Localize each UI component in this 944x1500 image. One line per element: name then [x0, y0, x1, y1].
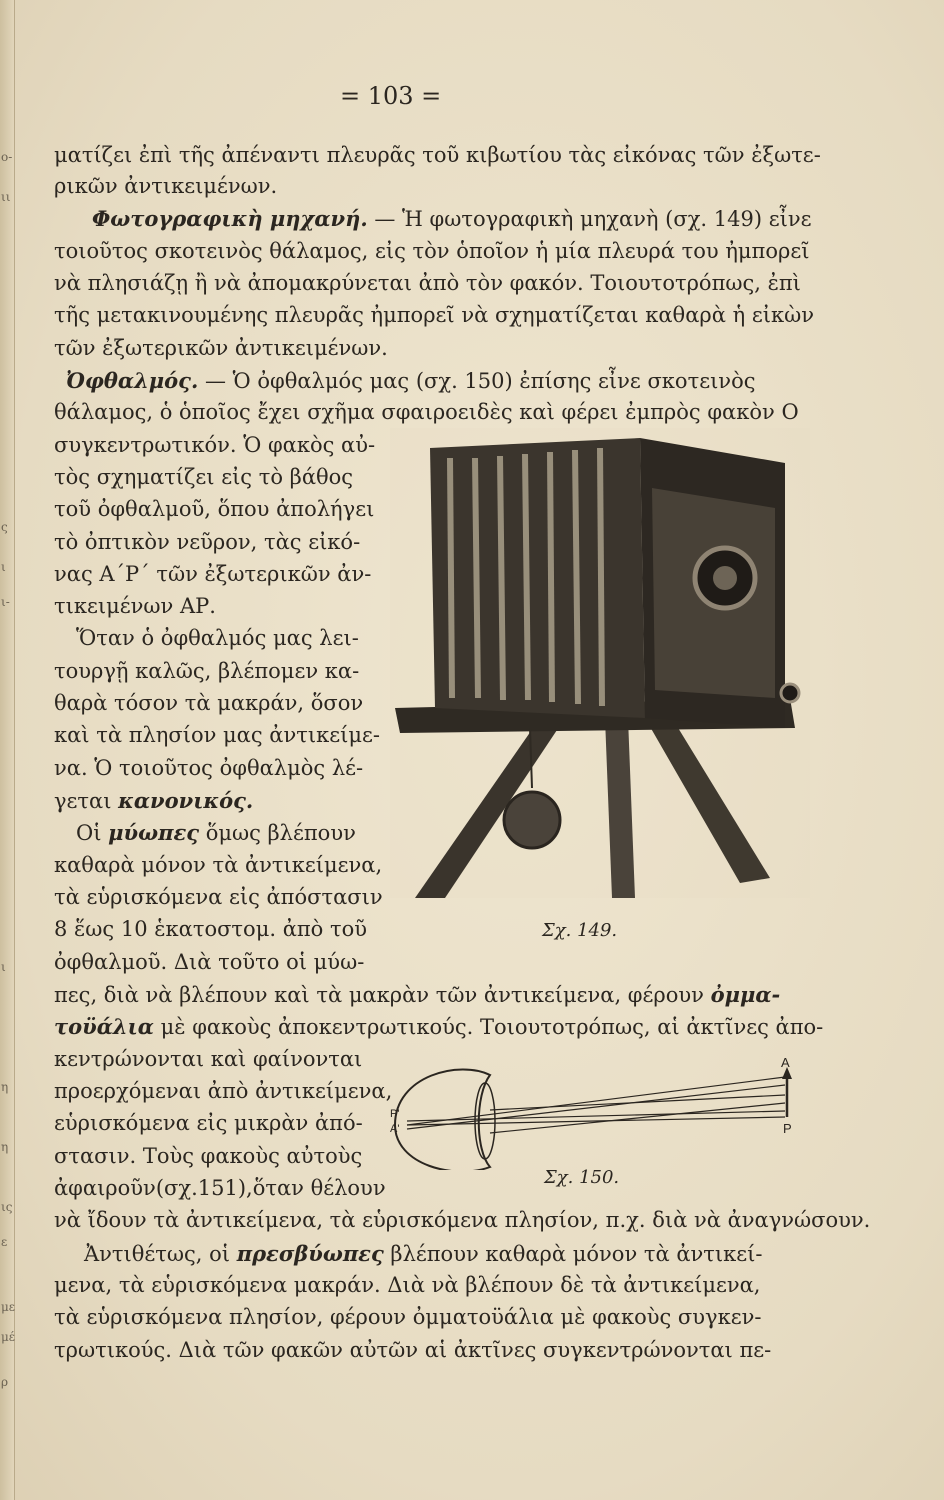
text-line: νας Α΄Ρ΄ τῶν ἐξωτερικῶν ἀν- — [54, 562, 372, 586]
text-line: θαρὰ τόσον τὰ μακράν, ὅσον — [54, 691, 364, 715]
paragraph-last-line — [54, 785, 253, 817]
paragraph-first-line — [76, 817, 356, 849]
term-kanonikos: κανονικός. — [118, 788, 254, 813]
margin-mark: ι- — [1, 595, 10, 609]
text-line: ρικῶν ἀντικειμένων. — [54, 174, 278, 198]
margin-mark: ς — [1, 520, 8, 534]
paragraph-first-line — [84, 1238, 763, 1270]
paragraph-first-line — [66, 365, 755, 397]
text-line: τὰ εὑρισκόμενα πλησίον, φέρουν ὀμματοϋάλια μὲ φακοὺς συγκεν- — [54, 1305, 762, 1329]
margin-mark: η — [1, 1080, 9, 1094]
margin-mark: ις — [1, 1200, 13, 1214]
text-line: θάλαμος, ὁ ὁποῖος ἔχει σχῆμα σφαιροειδὲς καὶ φέρει ἐμπρὸς φακὸν Ο — [54, 400, 799, 424]
page-binding-edge — [0, 0, 15, 1500]
text-line: να. Ὁ τοιοῦτος ὀφθαλμὸς λέ- — [54, 756, 364, 780]
text-line: Ὅταν ὁ ὀφθαλμός μας λει- — [76, 626, 359, 650]
margin-mark: η — [1, 1140, 9, 1154]
text-run: — Ὁ ὀφθαλμός μας (σχ. 150) ἐπίσης εἶνε σκοτεινὸς — [198, 369, 756, 393]
figure-150-caption: Σχ. 150. — [544, 1167, 620, 1188]
text-line: ματίζει ἐπὶ τῆς ἀπέναντι πλευρᾶς τοῦ κιβωτίου τὰς εἰκόνας τῶν ἐξωτε- — [54, 143, 821, 167]
term-ommatoyalia: ὀμμα- — [710, 982, 781, 1007]
text-line: καθαρὰ μόνον τὰ ἀντικείμενα, — [54, 853, 383, 877]
text-run: — Ἡ φωτογραφικὴ μηχανὴ (σχ. 149) εἶνε — [367, 207, 812, 231]
margin-mark: με — [1, 1300, 16, 1314]
text-line: προερχόμεναι ἀπὸ ἀντικείμενα, — [54, 1079, 393, 1103]
figure-149-camera-illustration — [390, 428, 810, 898]
page-number: = 103 = — [340, 82, 442, 110]
text-line: ὀφθαλμοῦ. Διὰ τοῦτο οἱ μύω- — [54, 950, 365, 974]
section-heading-camera: Φωτογραφικὴ μηχανή. — [92, 206, 368, 231]
term-presbyopes: πρεσβύωπες — [236, 1241, 384, 1266]
light-rays — [407, 1077, 785, 1133]
text-run: γεται — [54, 789, 119, 813]
text-line — [54, 979, 780, 1011]
text-line: ἀφαιροῦν(σχ.151),ὅταν θέλουν — [54, 1176, 386, 1200]
margin-mark: ι — [1, 560, 6, 574]
text-run: μὲ φακοὺς ἀποκεντρωτικούς. Τοιουτοτρόπως, αἱ ἀκτῖνες ἀπο- — [153, 1015, 824, 1039]
text-run: Ἀντιθέτως, οἱ — [84, 1242, 237, 1266]
margin-mark: μέ — [1, 1330, 16, 1344]
figure-150-eye-diagram — [385, 1055, 810, 1170]
text-line: τοῦ ὀφθαλμοῦ, ὅπου ἀπολήγει — [54, 497, 375, 521]
text-run: πες, διὰ νὰ βλέπουν καὶ τὰ μακρὰν τῶν ἀντικείμενα, φέρουν — [54, 983, 711, 1007]
text-run: βλέπουν καθαρὰ μόνον τὰ ἀντικεί- — [383, 1242, 763, 1266]
text-line: τὸ ὀπτικὸν νεῦρον, τὰς εἰκό- — [54, 530, 361, 554]
label-a-prime: A' — [390, 1123, 400, 1135]
margin-mark: ι — [1, 960, 6, 974]
margin-mark: ε — [1, 1235, 8, 1249]
camera-lens-glass — [713, 566, 737, 590]
plumb-weight — [504, 792, 560, 848]
margin-mark: ιι — [1, 190, 11, 204]
text-line: τουργῇ καλῶς, βλέπομεν κα- — [54, 659, 360, 683]
paragraph-first-line — [92, 203, 811, 235]
text-line: τῶν ἐξωτερικῶν ἀντικειμένων. — [54, 336, 388, 360]
text-line: 8 ἕως 10 ἑκατοστομ. ἀπὸ τοῦ — [54, 917, 368, 941]
label-p: P — [783, 1121, 792, 1136]
label-p-prime: P' — [390, 1108, 400, 1120]
section-heading-eye: Ὀφθαλμός. — [66, 368, 199, 393]
camera-knob — [781, 684, 799, 702]
term-ommatoyalia-cont: τοϋάλια — [54, 1014, 154, 1039]
text-run: Οἱ — [76, 821, 109, 845]
term-myopes: μύωπες — [108, 820, 200, 845]
text-line: τῆς μετακινουμένης πλευρᾶς ἠμπορεῖ νὰ σχηματίζεται καθαρὰ ἡ εἰκὼν — [54, 303, 814, 327]
text-line: τοιοῦτος σκοτεινὸς θάλαμος, εἰς τὸν ὁποῖον ἡ μία πλευρά του ἠμπορεῖ — [54, 239, 810, 263]
text-line: τικειμένων ΑΡ. — [54, 594, 216, 618]
text-line — [54, 1011, 823, 1043]
text-line: κεντρώνονται καὶ φαίνονται — [54, 1047, 363, 1071]
text-line: μενα, τὰ εὑρισκόμενα μακράν. Διὰ νὰ βλέπουν δὲ τὰ ἀντικείμενα, — [54, 1273, 761, 1297]
margin-mark: ρ — [1, 1375, 9, 1389]
text-line: στασιν. Τοὺς φακοὺς αὐτοὺς — [54, 1144, 363, 1168]
text-line: νὰ ἴδουν τὰ ἀντικείμενα, τὰ εὑρισκόμενα πλησίον, π.χ. διὰ νὰ ἀναγνώσουν. — [54, 1208, 871, 1232]
text-line: καὶ τὰ πλησίον μας ἀντικείμε- — [54, 723, 380, 747]
text-line: συγκεντρωτικόν. Ὁ φακὸς αὐ- — [54, 433, 376, 457]
text-line: νὰ πλησιάζῃ ἢ νὰ ἀπομακρύνεται ἀπὸ τὸν φακόν. Τοιουτοτρόπως, ἐπὶ — [54, 271, 801, 295]
margin-mark: ο- — [1, 150, 13, 164]
text-line: τὸς σχηματίζει εἰς τὸ βάθος — [54, 465, 354, 489]
text-run: ὅμως βλέπουν — [199, 821, 356, 845]
text-line: τρωτικούς. Διὰ τῶν φακῶν αὐτῶν αἱ ἀκτῖνες συγκεντρώνονται πε- — [54, 1338, 772, 1362]
text-line: εὑρισκόμενα εἰς μικρὰν ἀπό- — [54, 1111, 363, 1135]
camera-bellows — [430, 438, 645, 718]
text-line: τὰ εὑρισκόμενα εἰς ἀπόστασιν — [54, 885, 383, 909]
figure-149-caption: Σχ. 149. — [542, 920, 618, 941]
label-a: A — [781, 1055, 790, 1070]
